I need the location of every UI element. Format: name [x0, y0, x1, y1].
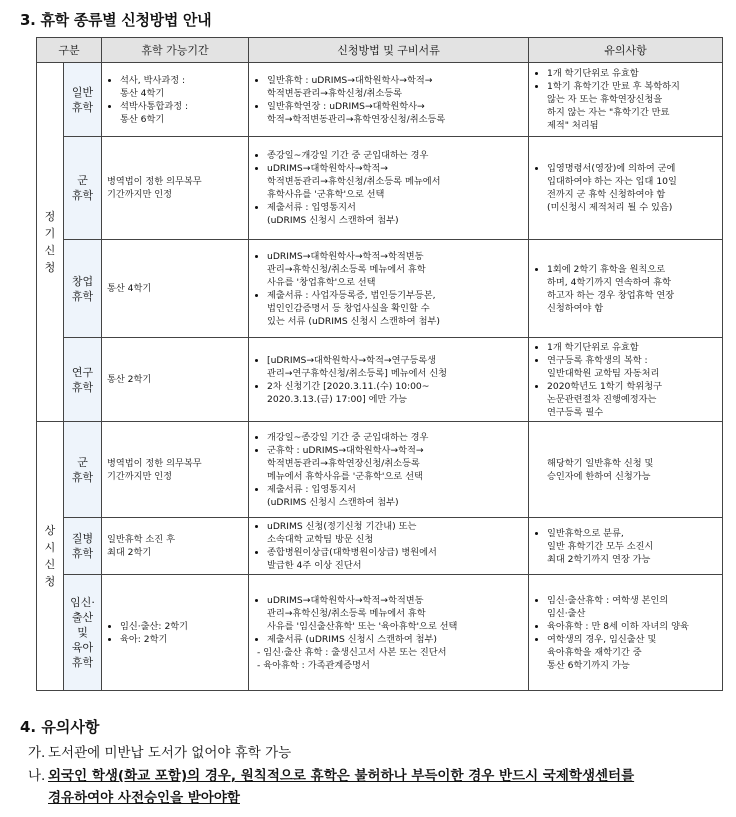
table-header-row: [37, 38, 723, 63]
table-row: [37, 338, 723, 422]
list-item: • 석박사통합과정 : 통산 6학기: [120, 100, 243, 126]
table-row: [37, 240, 723, 338]
header-period: 휴학 가능기간: [102, 38, 249, 63]
note-na-line2: 경유하여야 사전승인을 받아야함: [48, 790, 240, 806]
list-item: • 개강일~종강일 기간 중 군입대하는 경우: [267, 431, 523, 444]
list-item: • uDRIMS→대학원학사→학적→학적변동 관리→휴학신청/취소등록 메뉴에서 휴학 사유를 '창업휴학'으로 선택: [267, 250, 523, 289]
method-cell: [249, 518, 529, 575]
method-cell: [249, 137, 529, 240]
bullet-list: [254, 520, 523, 572]
note-na-cont: [48, 786, 240, 806]
bullet-list: [254, 149, 523, 227]
bullet-list: [254, 74, 523, 126]
bullet-list: [534, 67, 717, 132]
list-item: • 입영명령서(영장)에 의하여 군에 입대하여야 하는 자는 입대 10일 전까지 군 휴학 신청하여야 함 (미신청시 제적처리 될 수 있음): [547, 162, 717, 214]
bullet-list: [534, 263, 717, 315]
notes-cell: [529, 137, 723, 240]
list-item: • 육아휴학 : 만 8세 이하 자녀의 양육: [547, 620, 717, 633]
list-item: • 종강일~개강일 기간 중 군입대하는 경우: [267, 149, 523, 162]
list-item: • 일반휴학연장 : uDRIMS→대학원학사→ 학적→학적변동관리→휴학연장신청/취소등록: [267, 100, 523, 126]
period-cell: 병역법이 정한 의무복무 기간까지만 인정: [102, 422, 249, 518]
section3-title: 3. 휴학 종류별 신청방법 안내: [20, 11, 212, 29]
list-item: • 연구등록 휴학생의 복학 : 일반대학원 교학팀 자동처리: [547, 354, 717, 380]
leave-type: 창업 휴학: [64, 240, 102, 338]
method-cell: [249, 338, 529, 422]
notes-cell: [529, 518, 723, 575]
list-item: • 1학기 휴학기간 만료 후 복학하지 않는 자 또는 휴학연장신청을 하지 않는 자는 "휴학기간 만료 제적" 처리됨: [547, 80, 717, 132]
period-cell: 병역법이 정한 의무복무 기간까지만 인정: [102, 137, 249, 240]
list-item: • 2차 신청기간 [2020.3.11.(수) 10:00~ 2020.3.13.(금) 17:00] 에만 가능: [267, 380, 523, 406]
bullet-list: [107, 74, 243, 126]
method-cell: [249, 240, 529, 338]
note-na-line1: 외국인 학생(화교 포함)의 경우, 원칙적으로 휴학은 불허하나 부득이한 경우 반드시 국제학생센터를: [48, 768, 635, 784]
list-item: • 여학생의 경우, 임신출산 및 육아휴학을 재학기간 중 통산 6학기까지 가능: [547, 633, 717, 672]
list-item: • 제출서류 : 입영통지서 (uDRIMS 신청시 스캔하여 첨부): [267, 483, 523, 509]
period-cell: 통산 2학기: [102, 338, 249, 422]
list-item: • uDRIMS→대학원학사→학적→ 학적변동관리→휴학신청/취소등록 메뉴에서 휴학사유를 '군휴학'으로 선택: [267, 162, 523, 201]
leave-type: 일반 휴학: [64, 63, 102, 137]
leave-type: 임신· 출산 및 육아 휴학: [64, 575, 102, 691]
header-method: 신청방법 및 구비서류: [249, 38, 529, 63]
list-item: • 제출서류 : 입영통지서 (uDRIMS 신청시 스캔하여 첨부): [267, 201, 523, 227]
leave-type: 연구 휴학: [64, 338, 102, 422]
list-item: • uDRIMS→대학원학사→학적→학적변동 관리→휴학신청/취소등록 메뉴에서 휴학 사유를 '임신출산휴학' 또는 '육아휴학'으로 선택: [267, 594, 523, 633]
section4-title: 4. 유의사항: [20, 718, 100, 736]
notes-cell: [529, 240, 723, 338]
leave-type: 군 휴학: [64, 422, 102, 518]
notes-cell: [529, 575, 723, 691]
dash-item: - 임신·출산 휴학 : 출생신고서 사본 또는 진단서: [257, 646, 447, 658]
note-ga: [28, 741, 291, 761]
table-row: [37, 137, 723, 240]
table-row: [37, 422, 723, 518]
period-cell: [102, 575, 249, 691]
header-notes: 유의사항: [529, 38, 723, 63]
list-item: • 육아: 2학기: [120, 633, 243, 646]
leave-type: 군 휴학: [64, 137, 102, 240]
period-cell: [102, 63, 249, 137]
list-item: • 2020학년도 1학기 학위청구 논문관련절차 진행예정자는 연구등록 필수: [547, 380, 717, 419]
dash-item: - 육아휴학 : 가족관계증명서: [257, 659, 370, 671]
period-cell: 통산 4학기: [102, 240, 249, 338]
list-item: • 1회에 2학기 휴학을 원칙으로 하며, 4학기까지 연속하여 휴학 하고자 하는 경우 창업휴학 연장 신청하여야 함: [547, 263, 717, 315]
bullet-list: [254, 354, 523, 406]
method-cell: [249, 575, 529, 691]
bullet-list: [254, 250, 523, 328]
list-item: • 군휴학 : uDRIMS→대학원학사→학적→ 학적변동관리→휴학연장신청/취소등록 메뉴에서 휴학사유를 '군휴학'으로 선택: [267, 444, 523, 483]
bullet-list: [534, 162, 717, 214]
list-item: • 임신·출산: 2학기: [120, 620, 243, 633]
list-item: • 1개 학기단위로 유효함: [547, 67, 717, 80]
leave-type-table: [36, 37, 723, 691]
notes-cell: [529, 338, 723, 422]
method-cell: [249, 422, 529, 518]
list-item: • 석사, 박사과정 : 통산 4학기: [120, 74, 243, 100]
list-item: • 종합병원이상급(대학병원이상급) 병원에서 발급한 4주 이상 진단서: [267, 546, 523, 572]
list-item: • 일반휴학 : uDRIMS→대학원학사→학적→ 학적변동관리→휴학신청/취소등록: [267, 74, 523, 100]
note-ga-text: 도서관에 미반납 도서가 없어야 휴학 가능: [48, 745, 292, 761]
period-cell: 일반휴학 소진 후 최대 2학기: [102, 518, 249, 575]
notes-cell: [529, 63, 723, 137]
list-item: • 1개 학기단위로 유효함: [547, 341, 717, 354]
list-item: • uDRIMS 신청(정기신청 기간내) 또는 소속대학 교학팀 방문 신청: [267, 520, 523, 546]
note-na-mark: 나.: [28, 768, 46, 784]
notes-cell: 해당학기 일반휴학 신청 및 승인자에 한하여 신청가능: [529, 422, 723, 518]
bullet-list: [534, 341, 717, 419]
group-regular: 정 기 신 청: [37, 63, 64, 422]
table-row: [37, 518, 723, 575]
bullet-list: [107, 620, 243, 646]
note-ga-mark: 가.: [28, 745, 46, 761]
table-row: [37, 63, 723, 137]
note-na: [28, 764, 634, 784]
method-cell: [249, 63, 529, 137]
group-anytime: 상 시 신 청: [37, 422, 64, 691]
list-item: • 임신·출산휴학 : 여학생 본인의 임신·출산: [547, 594, 717, 620]
leave-type: 질병 휴학: [64, 518, 102, 575]
bullet-list: [534, 527, 717, 566]
bullet-list: [254, 431, 523, 509]
list-item: • 제출서류 (uDRIMS 신청시 스캔하여 첨부): [267, 633, 523, 646]
bullet-list: [534, 594, 717, 672]
list-item: • 일반휴학으로 분류, 일반 휴학기간 모두 소진시 최대 2학기까지 연장 가능: [547, 527, 717, 566]
header-category: 구분: [37, 38, 102, 63]
list-item: • [uDRIMS→대학원학사→학적→연구등록생 관리→연구휴학신청/취소등록] 메뉴에서 신청: [267, 354, 523, 380]
list-item: • 제출서류 : 사업자등록증, 법인등기부등본, 법인인감증명서 등 창업사실을 확인할 수 있는 서류 (uDRIMS 신청시 스캔하여 첨부): [267, 289, 523, 328]
bullet-list: [254, 594, 523, 672]
table-row: [37, 575, 723, 691]
